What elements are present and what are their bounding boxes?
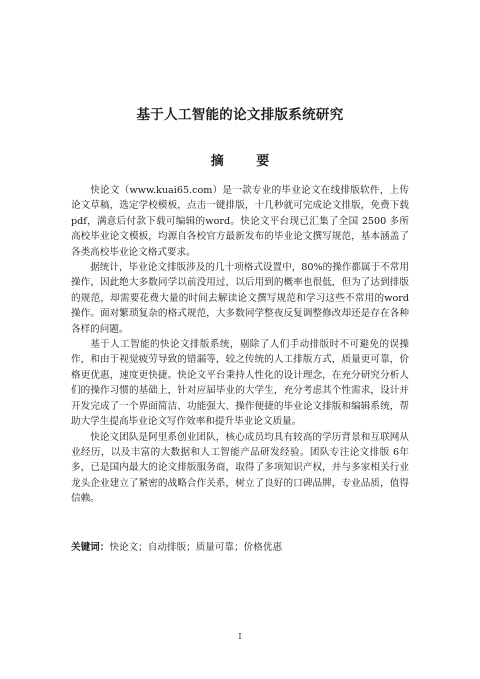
abstract-paragraph-4: 快论文团队是阿里系创业团队，核心成员均具有较高的学历背景和互联网从业经历，以及丰富的大数据和人工智能产品研发经验。团队专注论文排版 6年多，已是国内最大的论文排版服务商，取得了多项知识产权，并与多家相关行业龙头企业建立了紧密的战略合作关系，树立了良好的口碑品牌，专业品质，值得信赖。 <box>71 431 409 505</box>
keywords-line <box>71 540 409 555</box>
abstract-paragraph-2: 据统计，毕业论文排版涉及的几十项格式设置中，80%的操作都属于不常用操作，因此绝大多数同学以前没用过，以后用到的概率也很低，但为了达到排版的规范，却需要花费大量的时间去解读论文撰写规范和学习这些不常用的word 操作。面对繁琐复杂的格式规范，大多数同学整夜反复调整修改却还是存在各种各样的问题。 <box>71 262 409 335</box>
keywords-text: 快论文；自动排版；质量可靠；价格优惠 <box>109 542 283 553</box>
page-number: I <box>238 632 242 641</box>
keywords-label: 关键词： <box>71 542 110 553</box>
paper-title: 基于人工智能的论文排版系统研究 <box>136 107 344 123</box>
abstract-paragraph-1: 快论文（www.kuai65.com）是一款专业的毕业论文在线排版软件，上传论文草稿，选定学校模板，点击一键排版，十几秒就可完成论文排版，免费下载pdf，满意后付款下载可编辑的word。快论文平台现已汇集了全国 2500 多所高校毕业论文模板，均源自各校官方最新发布的毕业论文撰写规范，基本涵盖了各类高校毕业论文格式要求。 <box>71 185 409 258</box>
abstract-heading: 摘 要 <box>210 154 284 169</box>
abstract-paragraph-3: 基于人工智能的快论文排版系统，剔除了人们手动排版时不可避免的误操作，和由于视觉疲劳导致的错漏等，较之传统的人工排版方式，质量更可靠，价格更优惠，速度更快捷。快论文平台秉持人性化的设计理念，在充分研究分析人们的操作习惯的基础上，针对应届毕业的大学生，充分考虑其个性需求，设计并开发完成了一个界面简洁、功能强大、操作便捷的毕业论文排版和编辑系统，帮助大学生提高毕业论文写作效率和提升毕业论文质量。 <box>71 339 409 428</box>
abstract-body <box>71 183 409 507</box>
